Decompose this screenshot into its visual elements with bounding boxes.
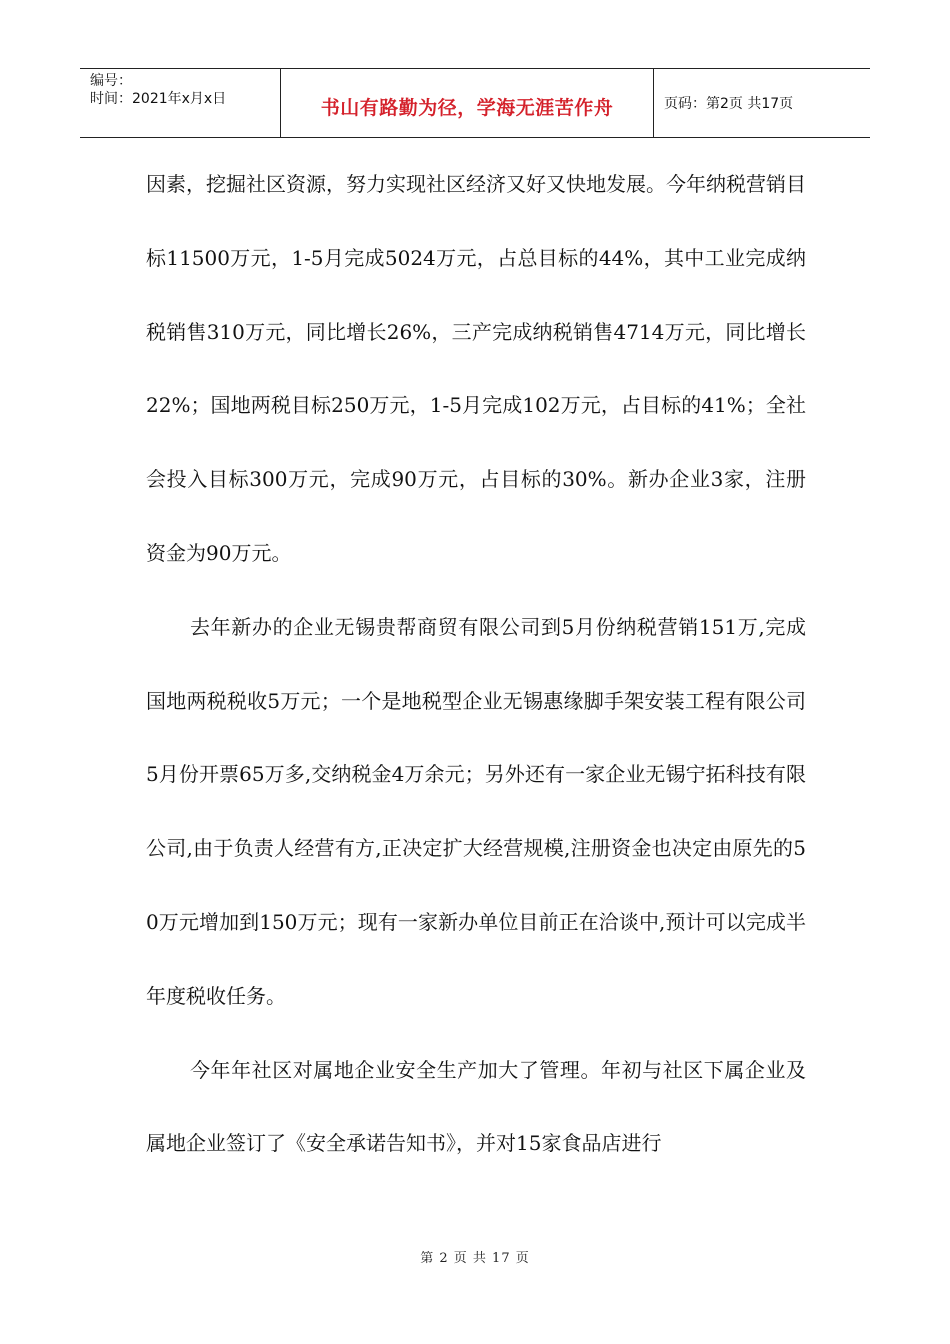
page-header — [80, 68, 870, 138]
header-page-cell — [654, 69, 870, 137]
header-page-number: 页码：第2页 共17页 — [664, 96, 794, 112]
document-body — [146, 148, 806, 1181]
document-number-label: 编号： — [90, 73, 132, 89]
body-paragraph-1: 因素，挖掘社区资源，努力实现社区经济又好又快地发展。今年纳税营销目标11500万元，1-5月完成5024万元，占总目标的44%，其中工业完成纳税销售310万元，同比增长26%，三产完成纳税销售4714万元，同比增长22%；国地两税目标250万元，1-5月完成102万元，占目标的41%；全社会投入目标300万元，完成90万元，占目标的30%。新办企业3家，注册资金为90万元。 — [146, 172, 806, 565]
body-paragraph-3: 今年年社区对属地企业安全生产加大了管理。年初与社区下属企业及属地企业签订了《安全承诺告知书》，并对15家食品店进行 — [146, 1057, 806, 1156]
header-motto-cell — [281, 69, 654, 137]
header-motto: 书山有路勤为径，学海无涯苦作舟 — [320, 96, 614, 119]
header-meta-cell — [80, 69, 281, 137]
body-paragraph-2: 去年新办的企业无锡贵帮商贸有限公司到5月份纳税营销151万,完成国地两税税收5万元；一个是地税型企业无锡惠缘脚手架安装工程有限公司5月份开票65万多,交纳税金4万余元；另外还有一家企业无锡宁拓科技有限公司,由于负责人经营有方,正决定扩大经营规模,注册资金也决定由原先的50万元增加到150万元；现有一家新办单位目前正在洽谈中,预计可以完成半年度税收任务。 — [146, 614, 806, 1008]
document-date-label: 时间：2021年x月x日 — [90, 91, 227, 107]
page-footer: 第 2 页 共 17 页 — [420, 1251, 530, 1266]
